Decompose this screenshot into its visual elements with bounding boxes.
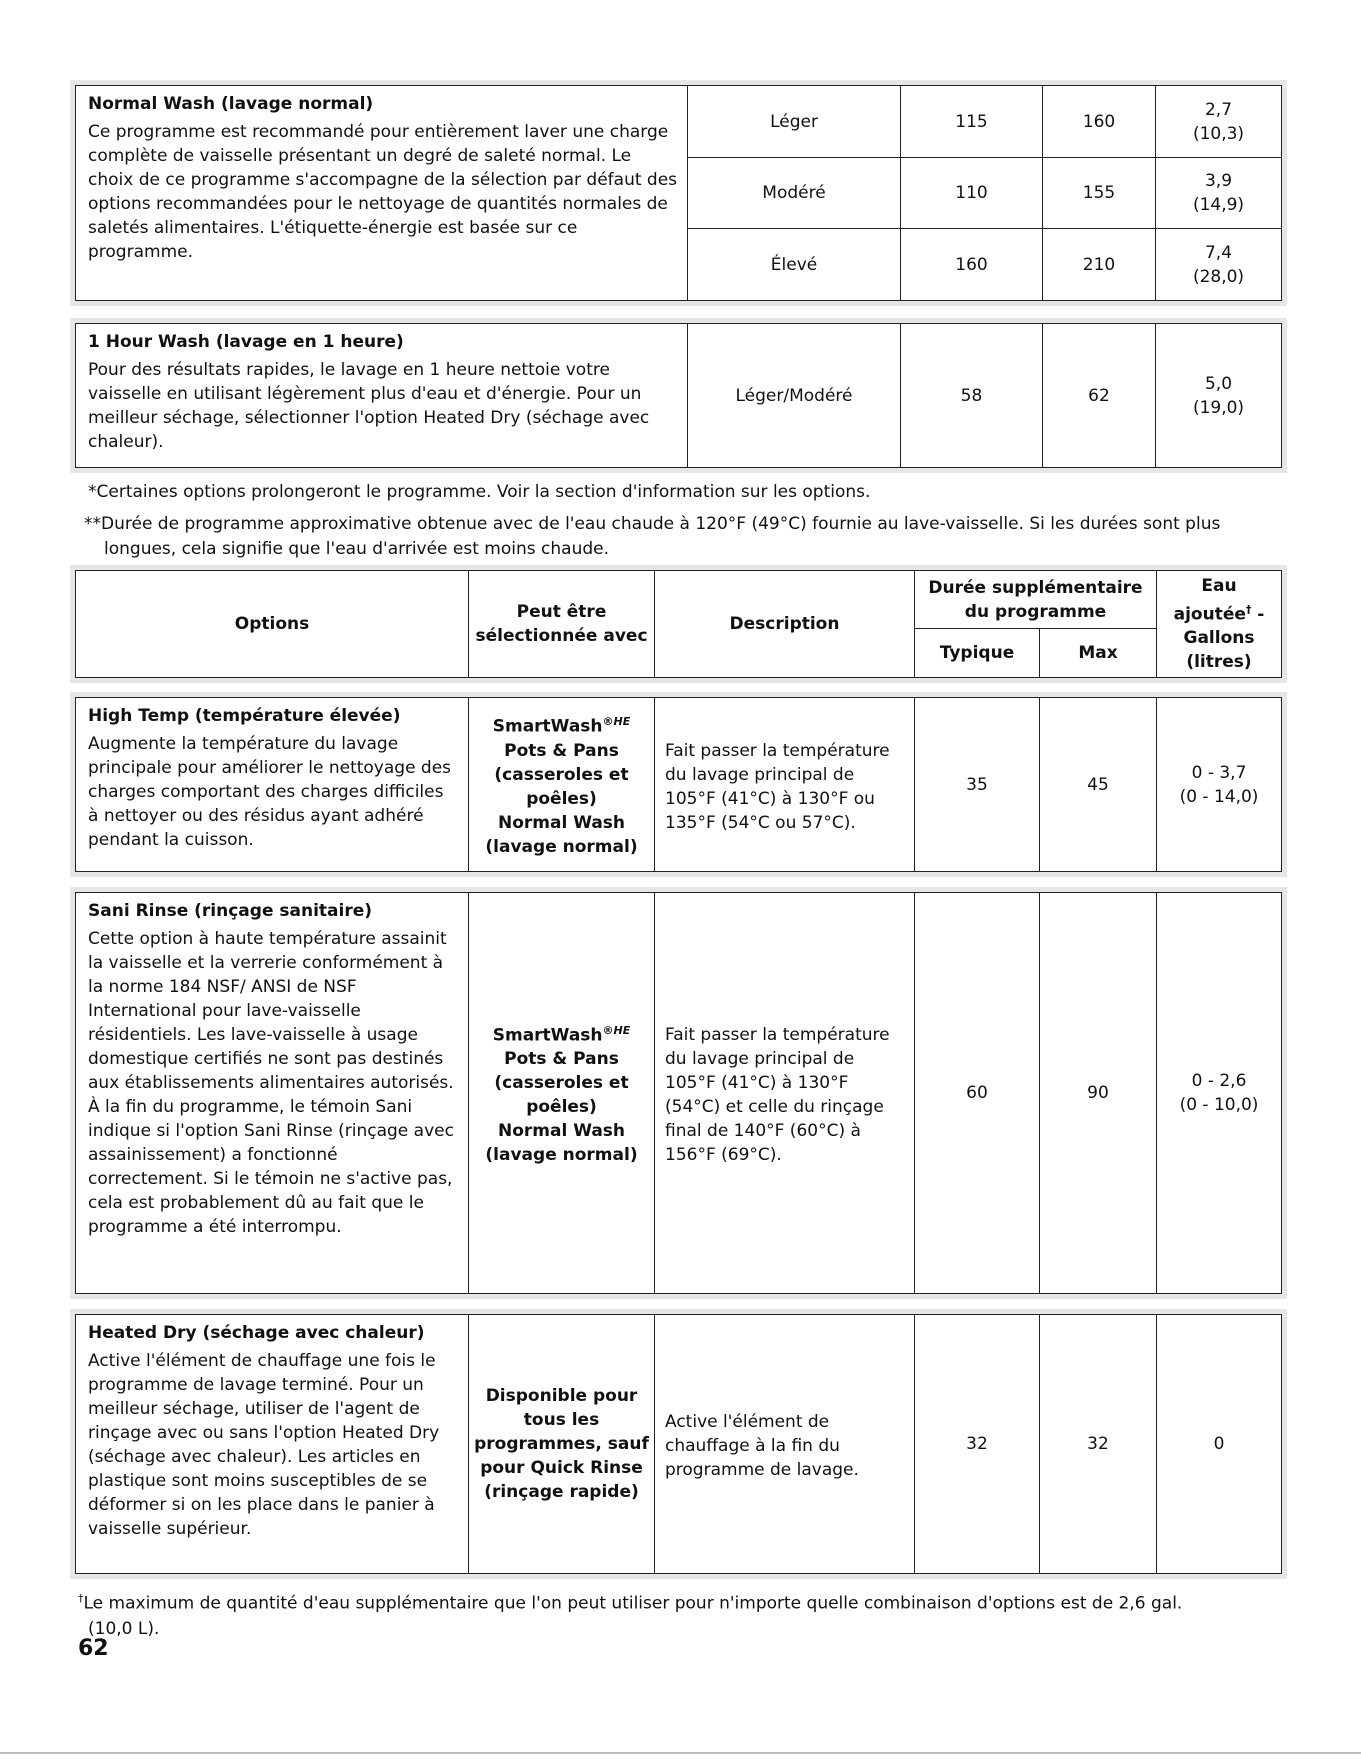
options-column-header: Options (76, 571, 469, 678)
water-added-value: 0 - 3,7 (0 - 14,0) (1157, 698, 1282, 872)
program-title: 1 Hour Wash (lavage en 1 heure) (88, 332, 404, 352)
water-value: 3,9 (14,9) (1156, 158, 1282, 229)
typical-extra-time: 32 (915, 1315, 1040, 1574)
soil-level: Modéré (688, 158, 901, 229)
option-table-heated-dry (75, 1314, 1282, 1574)
option-title: Sani Rinse (rinçage sanitaire) (88, 901, 373, 921)
page-number: 62 (78, 1636, 109, 1661)
cycle-time-value: 110 (901, 158, 1043, 229)
option-description-cell (76, 893, 469, 1294)
cycle-time-value: 62 (1043, 324, 1156, 468)
description-column-header: Description (655, 571, 915, 678)
options-header-table (75, 570, 1282, 678)
water-added-label: Eau ajoutée (1173, 575, 1246, 625)
option-title: High Temp (température élevée) (88, 706, 401, 726)
page-bottom-rule (0, 1752, 1361, 1754)
cycle-time-value: 115 (901, 86, 1043, 158)
dagger-mark: † (78, 1592, 84, 1605)
max-column-header: Max (1040, 629, 1157, 678)
max-extra-time: 90 (1040, 893, 1157, 1294)
cycle-time-value: 58 (901, 324, 1043, 468)
smartwash-label: SmartWash (492, 716, 603, 737)
program-description-cell (76, 324, 688, 468)
can-be-selected-header: Peut être sélectionnée avec (469, 571, 655, 678)
program-table-1-hour-wash (75, 323, 1282, 468)
soil-level: Élevé (688, 229, 901, 301)
smartwash-label: SmartWash (492, 1025, 603, 1046)
soil-level: Léger (688, 86, 901, 158)
program-title: Normal Wash (lavage normal) (88, 94, 374, 114)
option-text: Augmente la température du lavage principale pour améliorer le nettoyage des charges comportant des charges difficiles à nettoyer ou des résidus ayant adhéré pendant la cuisson. (88, 734, 452, 850)
compatible-programs (469, 893, 655, 1294)
water-value: 2,7 (10,3) (1156, 86, 1282, 158)
program-description-cell (76, 86, 688, 301)
cycle-time-value: 160 (1043, 86, 1156, 158)
program-table-normal-wash (75, 85, 1282, 301)
compatible-programs (469, 1315, 655, 1574)
note-cycle-duration: **Durée de programme approximative obtenue avec de l'eau chaude à 120°F (49°C) fournie au lave-vaisselle. Si les durées sont plus longues, cela signifie que l'eau d'arrivée est moins chaude. (84, 514, 1221, 559)
option-table-high-temp (75, 697, 1282, 872)
footnote-text: Le maximum de quantité d'eau supplémentaire que l'on peut utiliser pour n'importe quelle combinaison d'options est de 2,6 gal. (10,0 L). (83, 1593, 1183, 1639)
cycle-time-value: 155 (1043, 158, 1156, 229)
water-value: 5,0 (19,0) (1156, 324, 1282, 468)
option-effect-description: Fait passer la température du lavage principal de 105°F (41°C) à 130°F (54°C) et celle du rinçage final de 140°F (60°C) à 156°F (69°C). (655, 893, 915, 1294)
soil-level: Léger/Modéré (688, 324, 901, 468)
typical-column-header: Typique (915, 629, 1040, 678)
typical-extra-time: 60 (915, 893, 1040, 1294)
program-text: Pour des résultats rapides, le lavage en 1 heure nettoie votre vaisselle en utilisant légèrement plus d'eau et d'énergie. Pour un meilleur séchage, sélectionner l'option Heated Dry (séchage avec chaleur). (88, 360, 650, 452)
water-added-value: 0 - 2,6 (0 - 10,0) (1157, 893, 1282, 1294)
option-table-sani-rinse (75, 892, 1282, 1294)
footnote-max-water (78, 1586, 1228, 1642)
note-options-extend: *Certaines options prolongeront le programme. Voir la section d'information sur les options. (88, 482, 871, 502)
option-text: Cette option à haute température assainit la vaisselle et la verrerie conformément à la norme 184 NSF/ ANSI de NSF International pour lave-vaisselle résidentiels. Les lave-vaisselle à usage domestique certifiés ne sont pas destinés aux établissements alimentaires autorisés. À la fin du programme, le témoin Sani indique si l'option Sani Rinse (rinçage avec assainissement) a fonctionné correctement. Si le témoin ne s'active pas, cela est probablement dû au fait que le programme a été interrompu. (88, 929, 454, 1237)
water-value: 7,4 (28,0) (1156, 229, 1282, 301)
registered-he-mark: ®HE (602, 1023, 631, 1037)
water-added-header (1157, 571, 1282, 678)
cycle-time-value: 210 (1043, 229, 1156, 301)
option-description-cell (76, 698, 469, 872)
extra-time-header: Durée supplémentaire du programme (915, 571, 1157, 629)
compatible-programs-list: Disponible pour tous les programmes, sauf pour Quick Rinse (rinçage rapide) (474, 1386, 649, 1502)
program-text: Ce programme est recommandé pour entièrement laver une charge complète de vaisselle présentant un degré de saleté normal. Le choix de ce programme s'accompagne de la sélection par défaut des options recommandées pour le nettoyage de quantités normales de saletés alimentaires. L'étiquette-énergie est basée sur ce programme. (88, 122, 678, 262)
option-effect-description: Active l'élément de chauffage à la fin du programme de lavage. (655, 1315, 915, 1574)
typical-extra-time: 35 (915, 698, 1040, 872)
water-added-value: 0 (1157, 1315, 1282, 1574)
option-title: Heated Dry (séchage avec chaleur) (88, 1323, 425, 1343)
max-extra-time: 32 (1040, 1315, 1157, 1574)
dagger-mark: † (1245, 602, 1252, 616)
registered-he-mark: ®HE (602, 715, 631, 729)
compatible-programs-list: Pots & Pans (casseroles et poêles) Normal Wash (lavage normal) (485, 740, 638, 857)
option-effect-description: Fait passer la température du lavage principal de 105°F (41°C) à 130°F ou 135°F (54°C ou 57°C). (655, 698, 915, 872)
compatible-programs (469, 698, 655, 872)
cycle-time-value: 160 (901, 229, 1043, 301)
compatible-programs-list: Pots & Pans (casseroles et poêles) Normal Wash (lavage normal) (485, 1049, 638, 1166)
option-description-cell (76, 1315, 469, 1574)
water-unit-label: - Gallons (litres) (1183, 604, 1265, 673)
option-text: Active l'élément de chauffage une fois le programme de lavage terminé. Pour un meilleur séchage, utiliser de l'agent de rinçage avec ou sans l'option Heated Dry (séchage avec chaleur). Les articles en plastique sont moins susceptibles de se déformer si on les place dans le panier à vaisselle supérieur. (88, 1351, 440, 1539)
max-extra-time: 45 (1040, 698, 1157, 872)
